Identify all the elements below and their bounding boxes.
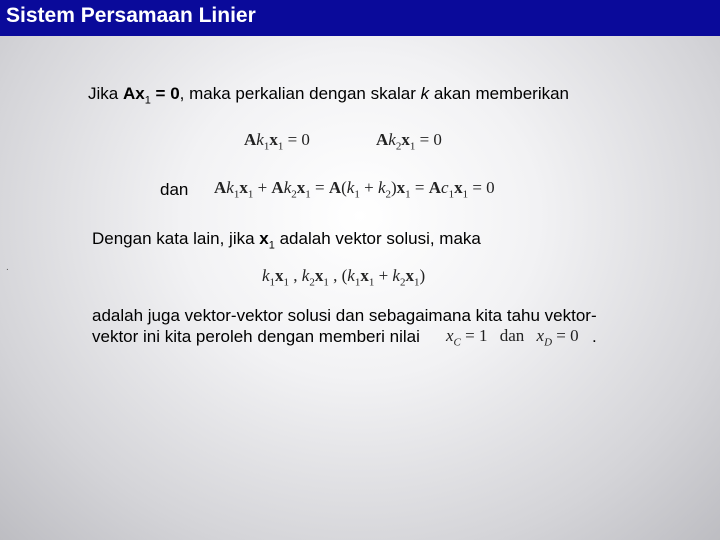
solution-sentence: Dengan kata lain, jika $x_1$ adalah vektor solusi, maka [92, 229, 481, 252]
equation-solution-vectors: $k_1x_1$ , $k_2x_1$ , $(k_1x_1 + k_2x_1)$ [262, 266, 426, 289]
equation-free-values: $x_C = 1$ dan $x_D = 0$ [446, 326, 579, 349]
title-bar [0, 0, 720, 36]
stray-mark: . [6, 262, 9, 273]
conclusion-line-1: adalah juga vektor-vektor solusi dan sebagaimana kita tahu vektor- [92, 306, 597, 325]
conclusion-line-2: vektor ini kita peroleh dengan memberi nilai [92, 327, 420, 346]
final-period: . [592, 327, 597, 346]
slide-title: Sistem Persamaan Linier [6, 4, 256, 27]
dan-label: dan [160, 180, 189, 199]
equation-scalar-k1: $Ak_1x_1 = 0$ [244, 130, 310, 153]
intro-sentence: Jika $Ax_1 = 0$, maka perkalian dengan skalar k akan memberikan [88, 84, 569, 107]
equation-sum: $Ak_1x_1 + Ak_2x_1 = A(k_1 + k_2)x_1 = Ac_1x_1 = 0$ [214, 178, 495, 201]
equation-scalar-k2: $Ak_2x_1 = 0$ [376, 130, 442, 153]
